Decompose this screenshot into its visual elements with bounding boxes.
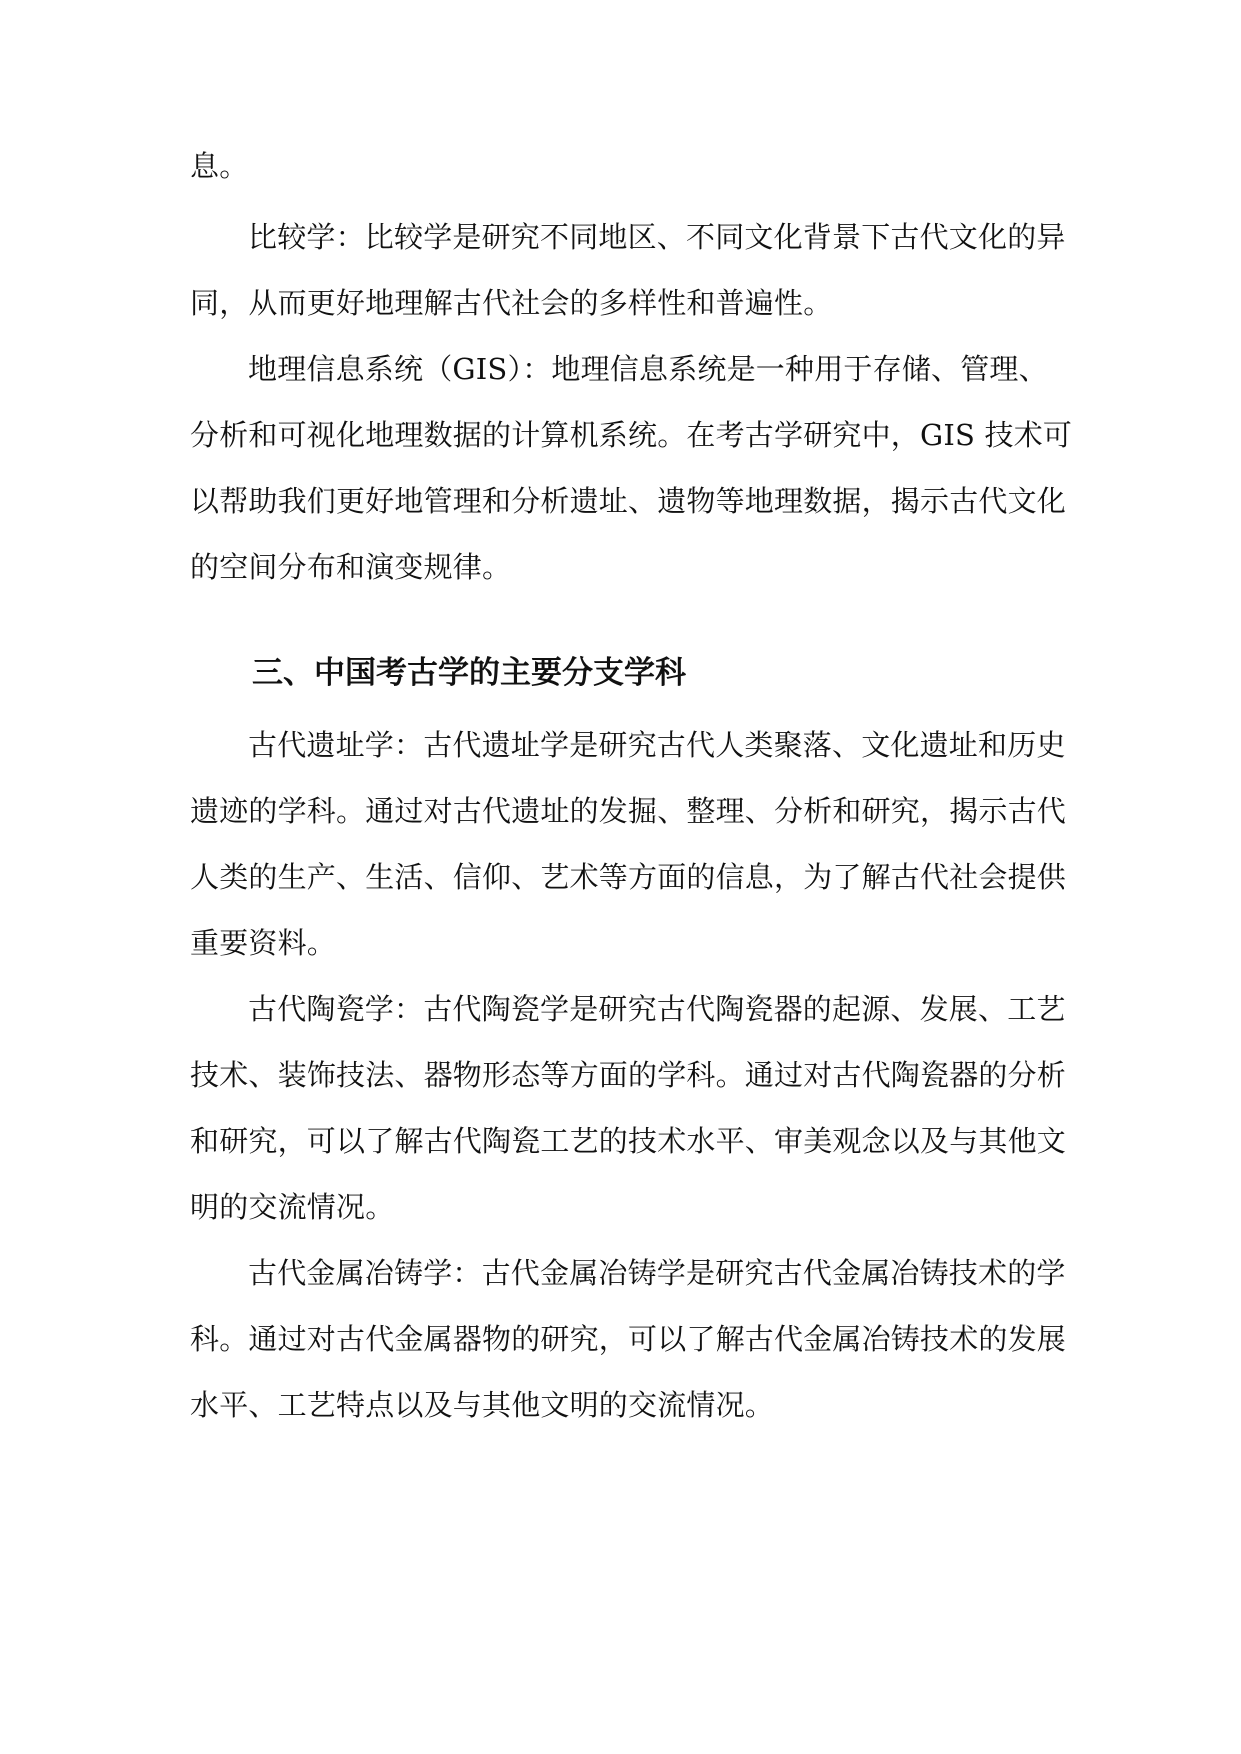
text-line: 古代陶瓷学：古代陶瓷学是研究古代陶瓷器的起源、发展、工艺 (248, 992, 1066, 1026)
text-line: 重要资料。 (190, 926, 337, 960)
text-line: 分析和可视化地理数据的计算机系统。在考古学研究中，GIS 技术可 (190, 418, 1073, 452)
paragraph-comparative-study (190, 204, 1066, 336)
text-line: 人类的生产、生活、信仰、艺术等方面的信息，为了解古代社会提供 (190, 860, 1067, 894)
text-line: 科。通过对古代金属器物的研究，可以了解古代金属冶铸技术的发展 (190, 1322, 1067, 1356)
text-line: 和研究，可以了解古代陶瓷工艺的技术水平、审美观念以及与其他文 (190, 1124, 1067, 1158)
paragraph-ancient-metallurgy (190, 1240, 1067, 1438)
paragraph-ancient-ceramics (190, 976, 1067, 1240)
text-line: 遗迹的学科。通过对古代遗址的发掘、整理、分析和研究，揭示古代 (190, 794, 1067, 828)
text-line: 技术、装饰技法、器物形态等方面的学科。通过对古代陶瓷器的分析 (190, 1058, 1067, 1092)
document-body (190, 142, 1073, 1438)
text-line: 古代金属冶铸学：古代金属冶铸学是研究古代金属冶铸技术的学 (248, 1256, 1066, 1290)
paragraph-gis (190, 336, 1073, 600)
text-line: 明的交流情况。 (190, 1190, 395, 1224)
text-line: 地理信息系统（GIS）：地理信息系统是一种用于存储、管理、 (248, 352, 1048, 386)
text-line: 水平、工艺特点以及与其他文明的交流情况。 (190, 1388, 775, 1422)
text-line: 以帮助我们更好地管理和分析遗址、遗物等地理数据，揭示古代文化 (190, 484, 1067, 518)
text-line: 比较学：比较学是研究不同地区、不同文化背景下古代文化的异 (248, 220, 1066, 254)
paragraph-continuation (190, 142, 1055, 190)
paragraph-ancient-sites (190, 712, 1067, 976)
text-line: 息。 (190, 149, 249, 183)
text-line: 古代遗址学：古代遗址学是研究古代人类聚落、文化遗址和历史 (248, 728, 1066, 762)
text-line: 的空间分布和演变规律。 (190, 550, 512, 584)
text-line: 同，从而更好地理解古代社会的多样性和普遍性。 (190, 286, 833, 320)
section-heading: 三、中国考古学的主要分支学科 (252, 655, 686, 691)
